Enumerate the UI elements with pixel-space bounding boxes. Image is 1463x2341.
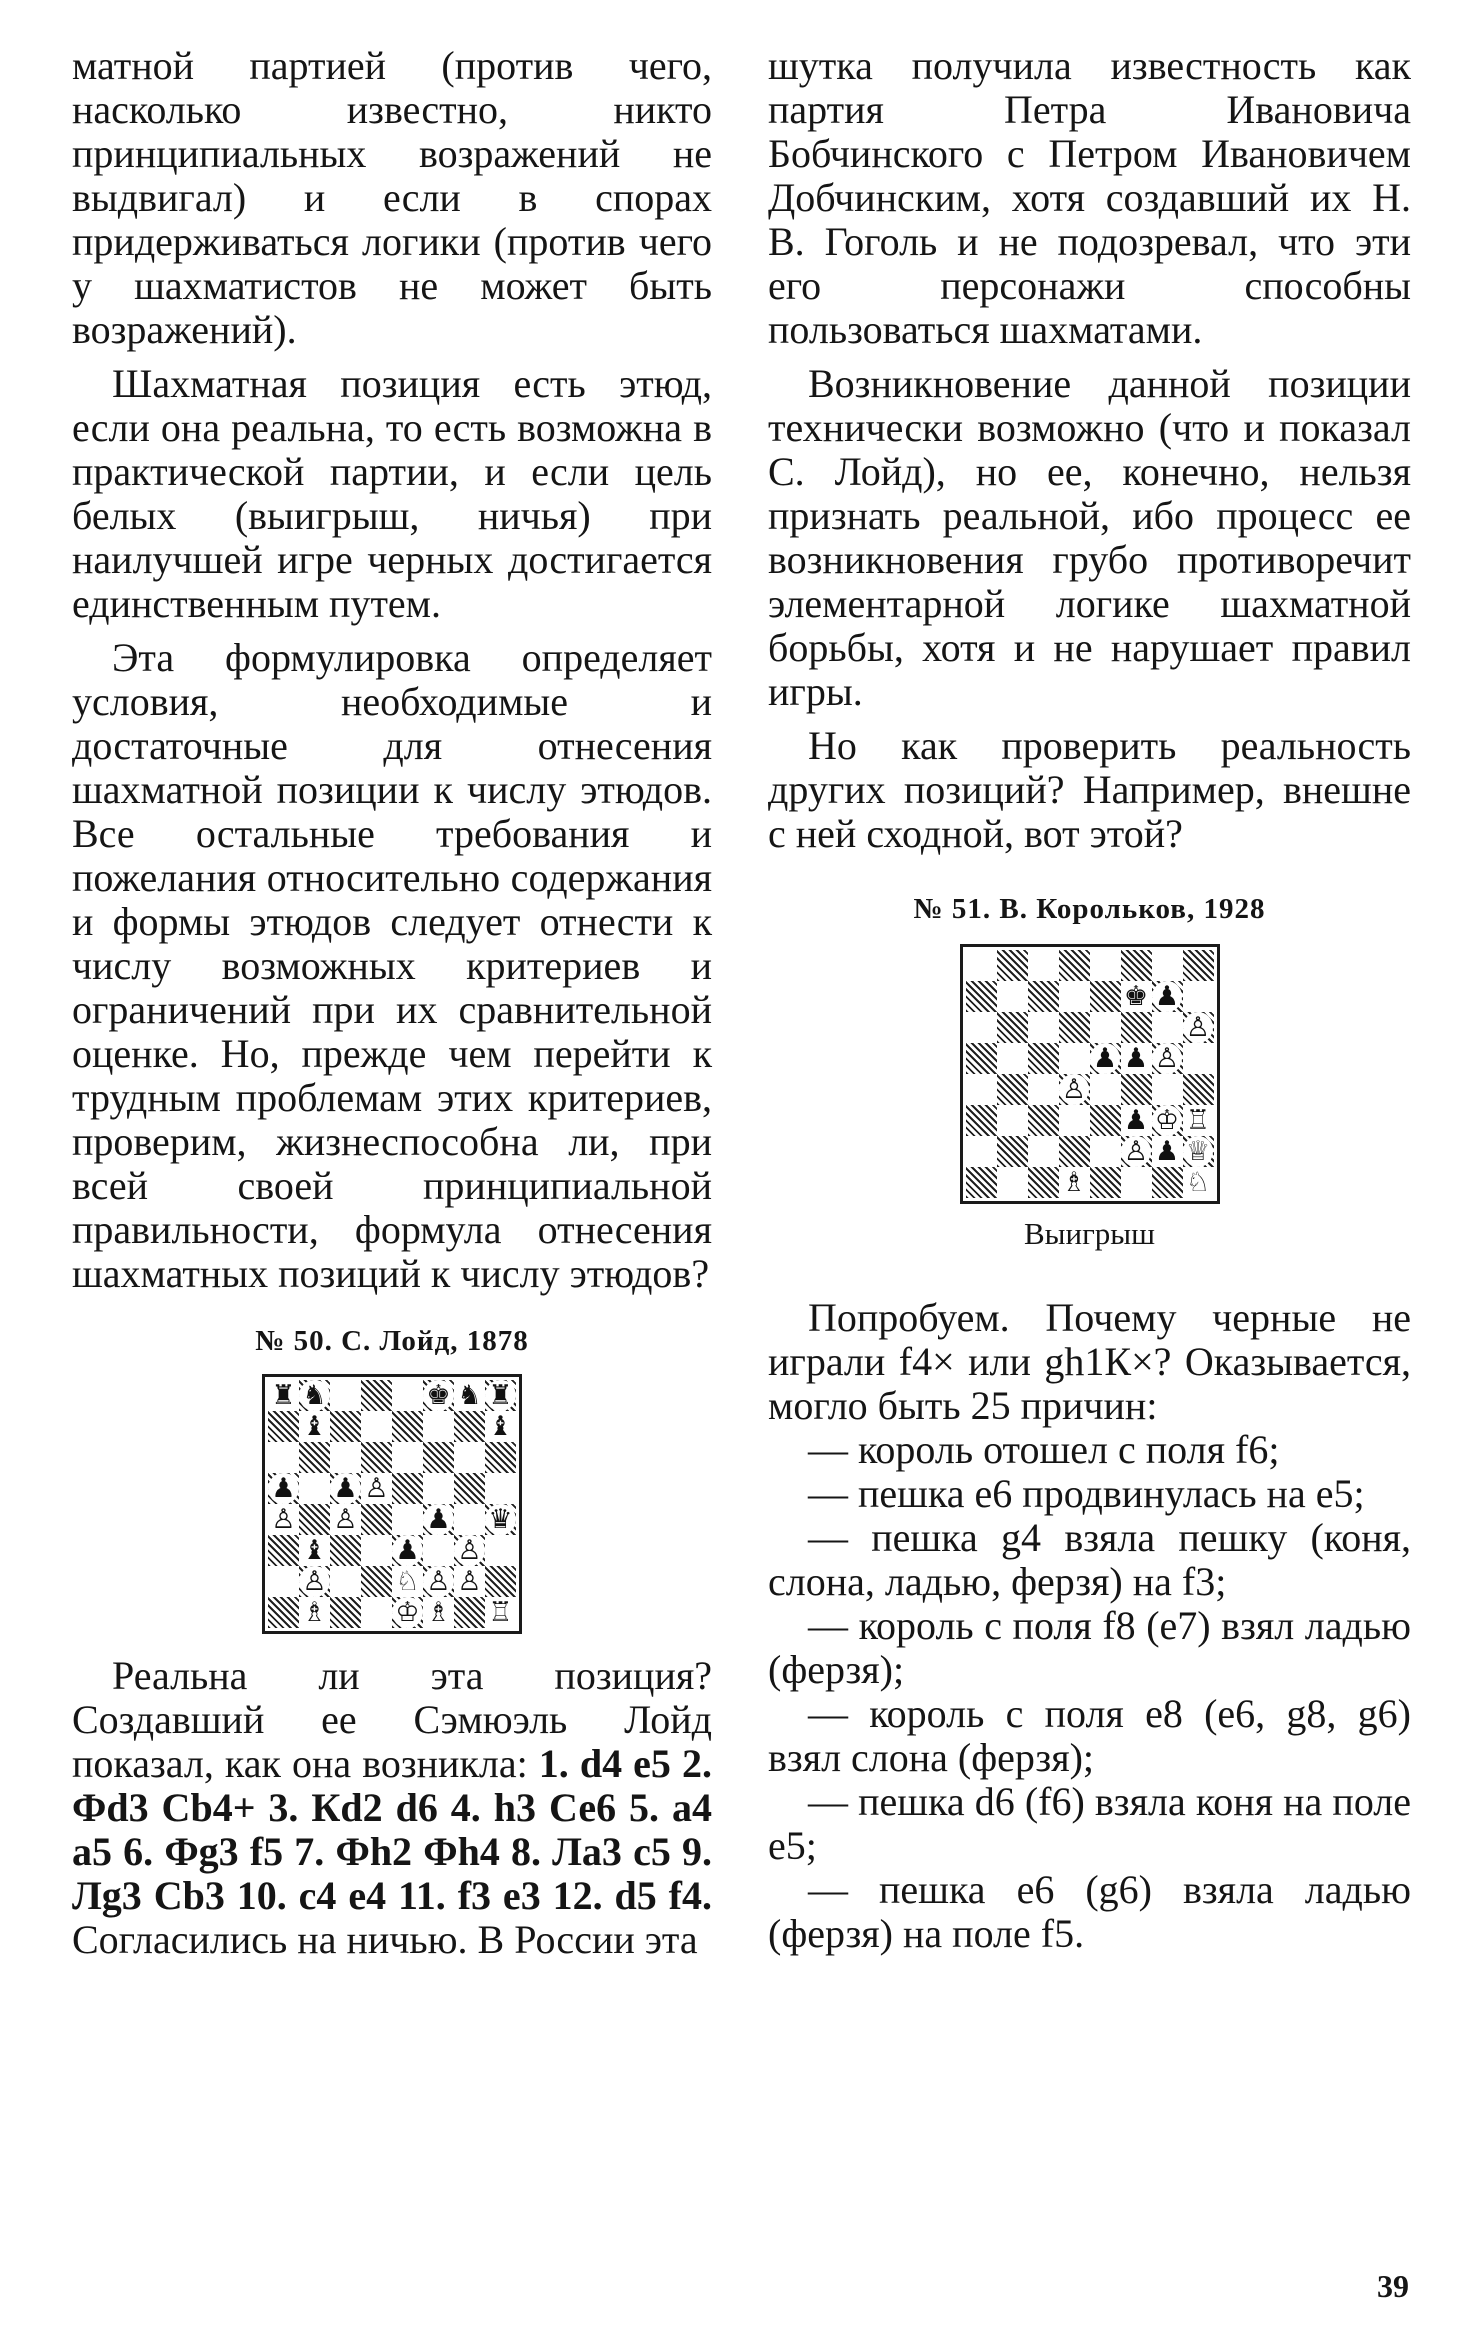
board-square bbox=[1121, 981, 1152, 1012]
reason-item: — король с поля f8 (е7) взял ладью (ферзя); bbox=[768, 1603, 1411, 1692]
board-square bbox=[1121, 950, 1152, 981]
board-square bbox=[1028, 1012, 1059, 1043]
reasons-list bbox=[768, 1428, 1411, 1956]
board-square bbox=[1059, 1105, 1090, 1136]
reason-item: — король с поля е8 (е6, g8, g6) взял слона (ферзя); bbox=[768, 1691, 1411, 1780]
board-square bbox=[1183, 1043, 1214, 1074]
board-square bbox=[299, 1504, 330, 1535]
board-square bbox=[299, 1473, 330, 1504]
board-square bbox=[485, 1380, 516, 1411]
board-square bbox=[1059, 981, 1090, 1012]
board-square bbox=[485, 1442, 516, 1473]
chess-piece: ♔ bbox=[395, 1597, 420, 1628]
board-square bbox=[330, 1380, 361, 1411]
chess-piece: ♙ bbox=[457, 1535, 482, 1566]
board-square bbox=[423, 1380, 454, 1411]
chess-piece: ♝ bbox=[488, 1411, 513, 1442]
board-square bbox=[1059, 1043, 1090, 1074]
chess-piece: ♘ bbox=[1185, 1167, 1211, 1198]
board-square bbox=[1090, 950, 1121, 981]
right-paragraph-2: Возникновение данной позиции технически возможно (что и показал С. Лойд), но ее, конечно, нельзя признать реальной, ибо процесс ее возникновения грубо противоречит элементарной логике шахматной борьбы, хотя и не нарушает правил игры. bbox=[768, 361, 1411, 714]
chess-piece: ♗ bbox=[1061, 1167, 1087, 1198]
loyd-game-moves: 1. d4 е5 2. Фd3 Сb4+ 3. Кd2 d6 4. h3 Се6 5. а4 а5 6. Фg3 f5 7. Фh2 Фh4 8. Ла3 с5 9. Лg3 Сb3 10. с4 е4 11. f3 е3 12. d5 f4. bbox=[72, 1741, 712, 1918]
board-square bbox=[1028, 1167, 1059, 1198]
board-square bbox=[485, 1597, 516, 1628]
reason-item: — король отошел с поля f6; bbox=[808, 1427, 1280, 1472]
diagram-50-caption: № 50. С. Лойд, 1878 bbox=[255, 1325, 529, 1357]
board-square bbox=[330, 1535, 361, 1566]
board-square bbox=[1059, 1136, 1090, 1167]
board-square bbox=[1121, 1167, 1152, 1198]
board-square bbox=[268, 1442, 299, 1473]
chess-piece: ♟ bbox=[426, 1504, 451, 1535]
chess-piece: ♙ bbox=[1154, 1043, 1180, 1074]
board-square bbox=[966, 1167, 997, 1198]
board-square bbox=[299, 1380, 330, 1411]
board-square bbox=[1028, 1105, 1059, 1136]
board-square bbox=[1183, 1012, 1214, 1043]
board-square bbox=[966, 950, 997, 981]
right-paragraph-1: шутка получила известность как партия Петра Ивановича Бобчинского с Петром Ивановичем Добчинским, хотя создавший их Н. В. Гоголь и не подозревал, что эти его персонажи способны пользоваться шахматами. bbox=[768, 43, 1411, 352]
board-square bbox=[392, 1411, 423, 1442]
chess-piece: ♚ bbox=[426, 1380, 451, 1411]
board-square bbox=[392, 1566, 423, 1597]
right-paragraph-4: Попробуем. Почему черные не играли f4× или gh1К×? Оказывается, могло быть 25 причин: bbox=[768, 1295, 1411, 1428]
left-column bbox=[72, 44, 712, 1962]
board-square bbox=[997, 1105, 1028, 1136]
board-square bbox=[997, 950, 1028, 981]
board-square bbox=[1121, 1074, 1152, 1105]
board-square bbox=[361, 1597, 392, 1628]
board-square bbox=[485, 1566, 516, 1597]
chess-diagram-50 bbox=[262, 1374, 522, 1634]
board-square bbox=[1028, 1136, 1059, 1167]
board-square bbox=[423, 1411, 454, 1442]
page-number: 39 bbox=[1377, 2268, 1409, 2304]
chess-piece: ♝ bbox=[302, 1535, 327, 1566]
board-square bbox=[1121, 1105, 1152, 1136]
chess-piece: ♙ bbox=[364, 1473, 389, 1504]
board-square bbox=[268, 1473, 299, 1504]
board-square bbox=[485, 1535, 516, 1566]
reason-item: — пешка е6 продвинулась на е5; bbox=[808, 1471, 1365, 1516]
reason-item: — пешка g4 взяла пешку (коня, слона, ладью, ферзя) на f3; bbox=[768, 1515, 1411, 1604]
left-paragraph-1: матной партией (против чего, насколько известно, никто принципиальных возражений не выдвигал) и если в спорах придерживаться логики (против чего у шахматистов не может быть возражений). bbox=[72, 43, 712, 352]
chess-piece: ♗ bbox=[302, 1597, 327, 1628]
board-square bbox=[361, 1535, 392, 1566]
board-square bbox=[997, 1136, 1028, 1167]
board-square bbox=[1090, 1105, 1121, 1136]
board-square bbox=[966, 1074, 997, 1105]
diagram-51-result: Выигрыш bbox=[1023, 1216, 1155, 1251]
board-square bbox=[268, 1504, 299, 1535]
reason-item: — пешка d6 (f6) взяла коня на поле е5; bbox=[768, 1779, 1411, 1868]
board-square bbox=[268, 1411, 299, 1442]
board-square bbox=[392, 1504, 423, 1535]
board-square bbox=[361, 1442, 392, 1473]
board-square bbox=[997, 1167, 1028, 1198]
board-square bbox=[1121, 1043, 1152, 1074]
chess-piece: ♘ bbox=[395, 1566, 420, 1597]
chess-diagram-51 bbox=[960, 944, 1220, 1204]
board-square bbox=[361, 1566, 392, 1597]
chess-piece: ♟ bbox=[1092, 1043, 1118, 1074]
board-square bbox=[330, 1566, 361, 1597]
board-square bbox=[997, 1074, 1028, 1105]
board-square bbox=[392, 1442, 423, 1473]
board-square bbox=[454, 1442, 485, 1473]
board-square bbox=[1152, 1043, 1183, 1074]
chess-piece: ♙ bbox=[457, 1566, 482, 1597]
board-square bbox=[1090, 1167, 1121, 1198]
chess-piece: ♞ bbox=[457, 1380, 482, 1411]
board-square bbox=[1152, 1012, 1183, 1043]
chess-piece: ♖ bbox=[488, 1597, 513, 1628]
board-square bbox=[392, 1535, 423, 1566]
board-square bbox=[330, 1504, 361, 1535]
board-square bbox=[1183, 1136, 1214, 1167]
right-column bbox=[768, 44, 1411, 1956]
board-square bbox=[299, 1597, 330, 1628]
chess-piece: ♟ bbox=[395, 1535, 420, 1566]
board-square bbox=[361, 1504, 392, 1535]
board-square bbox=[330, 1442, 361, 1473]
chess-piece: ♟ bbox=[1154, 981, 1180, 1012]
board-square bbox=[1059, 950, 1090, 981]
board-square bbox=[1152, 1074, 1183, 1105]
board-square bbox=[423, 1597, 454, 1628]
board-square bbox=[268, 1566, 299, 1597]
board-square bbox=[361, 1473, 392, 1504]
board-square bbox=[454, 1566, 485, 1597]
board-square bbox=[1090, 1074, 1121, 1105]
chess-piece: ♗ bbox=[426, 1597, 451, 1628]
chess-piece: ♙ bbox=[271, 1504, 296, 1535]
chess-piece: ♕ bbox=[1185, 1136, 1211, 1167]
chess-piece: ♙ bbox=[333, 1504, 358, 1535]
board-square bbox=[268, 1597, 299, 1628]
board-square bbox=[1183, 1105, 1214, 1136]
board-square bbox=[966, 1012, 997, 1043]
chess-piece: ♚ bbox=[1123, 981, 1149, 1012]
board-square bbox=[454, 1504, 485, 1535]
right-paragraph-3: Но как проверить реальность других позиций? Например, внешне с ней сходной, вот этой? bbox=[768, 723, 1411, 856]
board-square bbox=[997, 1043, 1028, 1074]
board-square bbox=[1059, 1074, 1090, 1105]
chess-piece: ♙ bbox=[1185, 1012, 1211, 1043]
left-paragraph-3: Эта формулировка определяет условия, необходимые и достаточные для отнесения шахматной позиции к числу этюдов. Все остальные требования и пожелания относительно содержания и формы этюдов следует отнести к числу возможных критериев и ограничений при их сравнительной оценке. Но, прежде чем перейти к трудным проблемам этих критериев, проверим, жизнеспособна ли, при всей своей принципиальной правильности, формула отнесения шахматных позиций к числу этюдов? bbox=[72, 635, 712, 1296]
board-square bbox=[1183, 950, 1214, 981]
board-square bbox=[1152, 1136, 1183, 1167]
board-square bbox=[423, 1504, 454, 1535]
board-square bbox=[997, 981, 1028, 1012]
board-square bbox=[1059, 1167, 1090, 1198]
left-paragraph-2: Шахматная позиция есть этюд, если она реальна, то есть возможна в практической партии, и если цель белых (выигрыш, ничья) при наилучшей игре черных достигается единственным путем. bbox=[72, 361, 712, 626]
board-square bbox=[1028, 981, 1059, 1012]
board-square bbox=[1090, 1012, 1121, 1043]
chess-piece: ♟ bbox=[271, 1473, 296, 1504]
chess-piece: ♟ bbox=[1123, 1043, 1149, 1074]
board-square bbox=[268, 1535, 299, 1566]
diagram-51-caption: № 51. В. Корольков, 1928 bbox=[913, 893, 1266, 925]
board-square bbox=[1152, 950, 1183, 981]
board-square bbox=[423, 1473, 454, 1504]
chess-piece: ♞ bbox=[302, 1380, 327, 1411]
board-square bbox=[361, 1411, 392, 1442]
board-square bbox=[361, 1380, 392, 1411]
board-square bbox=[392, 1597, 423, 1628]
board-square bbox=[454, 1535, 485, 1566]
chess-piece: ♜ bbox=[271, 1380, 296, 1411]
board-square bbox=[485, 1473, 516, 1504]
board-square bbox=[1028, 1074, 1059, 1105]
board-square bbox=[1028, 950, 1059, 981]
chess-piece: ♟ bbox=[333, 1473, 358, 1504]
chess-piece: ♙ bbox=[426, 1566, 451, 1597]
reason-item: — пешка е6 (g6) взяла ладью (ферзя) на поле f5. bbox=[768, 1867, 1411, 1956]
board-square bbox=[423, 1566, 454, 1597]
left-paragraph-4 bbox=[72, 1654, 712, 1962]
para4-end: Согласились на ничью. В России эта bbox=[72, 1917, 698, 1962]
board-square bbox=[1059, 1012, 1090, 1043]
board-square bbox=[1121, 1136, 1152, 1167]
board-square bbox=[1152, 981, 1183, 1012]
board-square bbox=[1090, 981, 1121, 1012]
para4-start: Реальна ли эта позиция? Создавший ее Сэмюэль Лойд показал, как она возникла: bbox=[72, 1653, 712, 1786]
board-square bbox=[1090, 1043, 1121, 1074]
board-square bbox=[299, 1535, 330, 1566]
board-square bbox=[423, 1535, 454, 1566]
board-square bbox=[454, 1473, 485, 1504]
board-square bbox=[966, 1043, 997, 1074]
board-square bbox=[1183, 981, 1214, 1012]
board-square bbox=[330, 1473, 361, 1504]
board-square bbox=[966, 981, 997, 1012]
chess-piece: ♙ bbox=[1123, 1136, 1149, 1167]
board-square bbox=[1028, 1043, 1059, 1074]
board-square bbox=[1152, 1105, 1183, 1136]
board-square bbox=[966, 1136, 997, 1167]
board-square bbox=[299, 1411, 330, 1442]
board-square bbox=[1183, 1074, 1214, 1105]
chess-piece: ♙ bbox=[302, 1566, 327, 1597]
board-square bbox=[299, 1566, 330, 1597]
board-square bbox=[330, 1597, 361, 1628]
chess-piece: ♙ bbox=[1061, 1074, 1087, 1105]
board-square bbox=[485, 1411, 516, 1442]
chess-piece: ♔ bbox=[1154, 1105, 1180, 1136]
board-square bbox=[966, 1105, 997, 1136]
chess-piece: ♖ bbox=[1185, 1105, 1211, 1136]
board-square bbox=[423, 1442, 454, 1473]
chess-piece: ♛ bbox=[488, 1504, 513, 1535]
board-square bbox=[392, 1380, 423, 1411]
chess-piece: ♜ bbox=[488, 1380, 513, 1411]
board-square bbox=[1152, 1167, 1183, 1198]
chess-piece: ♟ bbox=[1123, 1105, 1149, 1136]
board-square bbox=[485, 1504, 516, 1535]
board-square bbox=[1090, 1136, 1121, 1167]
chess-piece: ♝ bbox=[302, 1411, 327, 1442]
board-square bbox=[454, 1380, 485, 1411]
chess-piece: ♟ bbox=[1154, 1136, 1180, 1167]
board-square bbox=[997, 1012, 1028, 1043]
board-square bbox=[392, 1473, 423, 1504]
board-square bbox=[330, 1411, 361, 1442]
board-square bbox=[268, 1380, 299, 1411]
board-square bbox=[1183, 1167, 1214, 1198]
board-square bbox=[299, 1442, 330, 1473]
board-square bbox=[454, 1411, 485, 1442]
board-square bbox=[454, 1597, 485, 1628]
board-square bbox=[1121, 1012, 1152, 1043]
